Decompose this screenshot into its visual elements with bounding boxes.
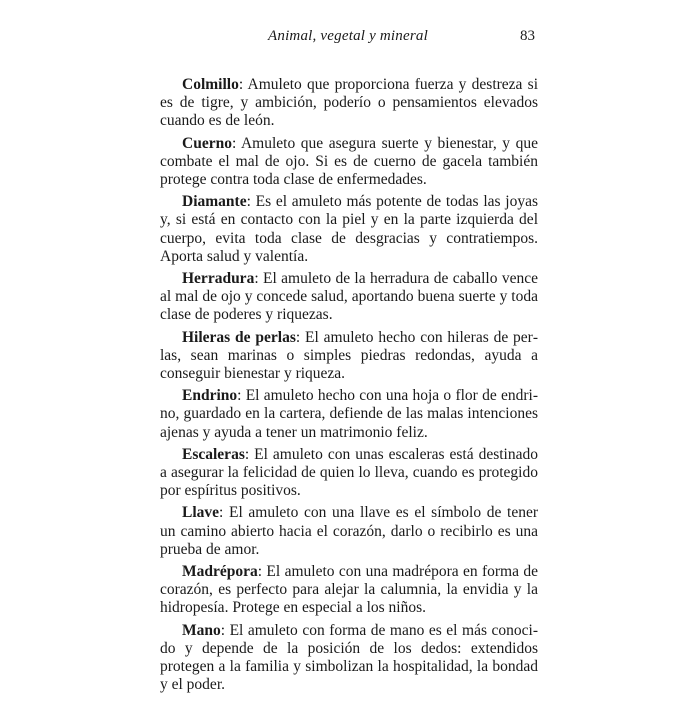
entry-definition: : Amuleto que proporciona fuerza y destreza si es de tigre, y ambición, poderío o pensamientos elevados cuando es de león. (160, 76, 538, 130)
page-number: 83 (520, 28, 535, 44)
entry-madrepora (160, 563, 538, 618)
entry-term: Hileras de perlas (182, 328, 296, 346)
entry-escaleras (160, 446, 538, 501)
entry-term: Herradura (182, 270, 255, 288)
entry-term: Mano (182, 621, 221, 639)
entry-term: Escaleras (182, 445, 245, 463)
entry-term: Llave (182, 504, 220, 522)
entry-definition: : El amuleto con una madrépora en forma de corazón, es perfecto para alejar la calumnia, la envidia y la hidropesía. Protege en especial a los niños. (160, 563, 538, 617)
entry-definition: : El amuleto de la herradura de caballo vence al mal de ojo y concede salud, aportando buena suerte y toda clase de poderes y riquezas. (160, 270, 538, 324)
entry-diamante (160, 193, 538, 266)
entry-hileras-de-perlas (160, 329, 538, 384)
entry-term: Cuerno (182, 134, 232, 152)
entry-endrino (160, 387, 538, 442)
entry-term: Madrépora (182, 563, 258, 581)
entry-term: Endrino (182, 387, 238, 405)
running-header (0, 28, 700, 50)
entry-definition: : Es el amuleto más potente de todas las joyas y, si está en contacto con la piel y en la parte izquierda del cuerpo, evita toda clase de desgracias y contratiempos. Aporta salud y valentía. (160, 193, 538, 265)
running-title: Animal, vegetal y mineral (268, 28, 428, 44)
entry-definition: : Amuleto que asegura suerte y bienestar, y que combate el mal de ojo. Si es de cuerno de gacela también protege contra toda clase de enfermedades. (160, 134, 538, 189)
entry-definition: : El amuleto hecho con hileras de perlas, sean marinas o simples piedras redondas, ayuda a conseguir bienestar y riqueza. (160, 328, 538, 383)
entry-llave (160, 504, 538, 559)
entry-definition: : El amuleto hecho con una hoja o flor de endrino, guardado en la cartera, defiende de las malas intenciones ajenas y ayuda a tener un matrimonio feliz. (160, 387, 538, 441)
entry-definition: : El amuleto con unas escaleras está destinado a asegurar la felicidad de quien lo lleva, cuando es protegido por espíritus positivos. (160, 445, 538, 500)
body-text (160, 76, 538, 695)
entry-term: Colmillo (182, 76, 239, 93)
entry-cuerno (160, 135, 538, 190)
entry-herradura (160, 270, 538, 325)
entry-definition: : El amuleto con una llave es el símbolo de tener un camino abierto hacia el corazón, darlo o recibirlo es una prueba de amor. (160, 504, 538, 558)
entry-colmillo (160, 76, 538, 131)
entry-mano (160, 622, 538, 695)
entry-definition: : El amuleto con forma de mano es el más conocido y depende de la posición de los dedos: extendidos protegen a la familia y simbolizan la hospitalidad, la bondad y el poder. (160, 621, 538, 694)
entry-term: Diamante (182, 193, 247, 211)
